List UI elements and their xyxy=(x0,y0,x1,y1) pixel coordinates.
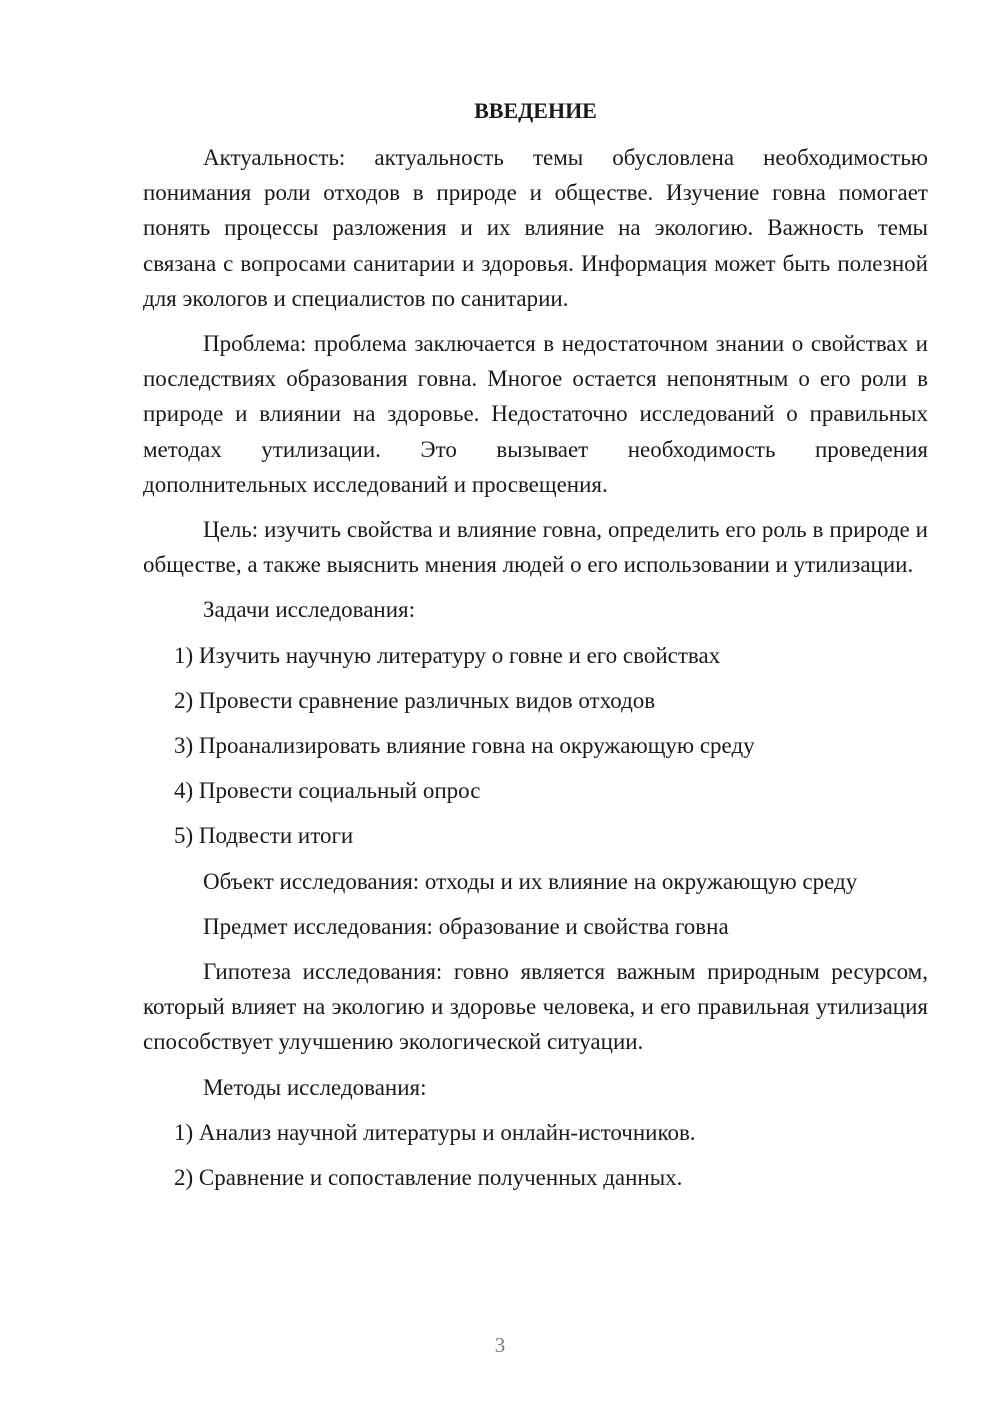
task-item-1: 1) Изучить научную литературу о говне и его свойствах xyxy=(174,642,721,668)
tasks-title: Задачи исследования: xyxy=(203,597,416,623)
goal-paragraph: Цель: изучить свойства и влияние говна, определить его роль в природе и обществе, а также выяснить мнения людей о его использовании и утилизации. xyxy=(143,517,928,578)
object-line: Объект исследования: отходы и их влияние на окружающую среду xyxy=(203,868,858,894)
section-heading: ВВЕДЕНИЕ xyxy=(474,98,597,123)
subject-line: Предмет исследования: образование и свойства говна xyxy=(203,913,729,939)
task-item-3: 3) Проанализировать влияние говна на окружающую среду xyxy=(174,733,755,759)
methods-title: Методы исследования: xyxy=(203,1074,427,1100)
relevance-paragraph: Актуальность: актуальность темы обусловлена необходимостью понимания роли отходов в природе и обществе. Изучение говна помогает понять процессы разложения и их влияние на экологию. Важность темы связана с вопросами санитарии и здоровья. Информация может быть полезной для экологов и специалистов по санитарии. xyxy=(143,145,928,311)
method-item-2: 2) Сравнение и сопоставление полученных данных. xyxy=(174,1165,683,1191)
page-number: 3 xyxy=(494,1333,506,1357)
task-item-4: 4) Провести социальный опрос xyxy=(174,778,481,804)
method-item-1: 1) Анализ научной литературы и онлайн-источников. xyxy=(174,1119,696,1145)
problem-paragraph: Проблема: проблема заключается в недостаточном знании о свойствах и последствиях образования говна. Многое остается непонятным о его роли в природе и влиянии на здоровье. Недостаточно исследований о правильных методах утилизации. Это вызывает необходимость проведения дополнительных исследований и просвещения. xyxy=(143,331,928,497)
task-item-5: 5) Подвести итоги xyxy=(174,823,354,849)
document-page xyxy=(143,96,928,1205)
hypothesis-paragraph: Гипотеза исследования: говно является важным природным ресурсом, который влияет на экологию и здоровье человека, и его правильная утилизация способствует улучшению экологической ситуации. xyxy=(143,959,928,1055)
task-item-2: 2) Провести сравнение различных видов отходов xyxy=(174,687,656,713)
